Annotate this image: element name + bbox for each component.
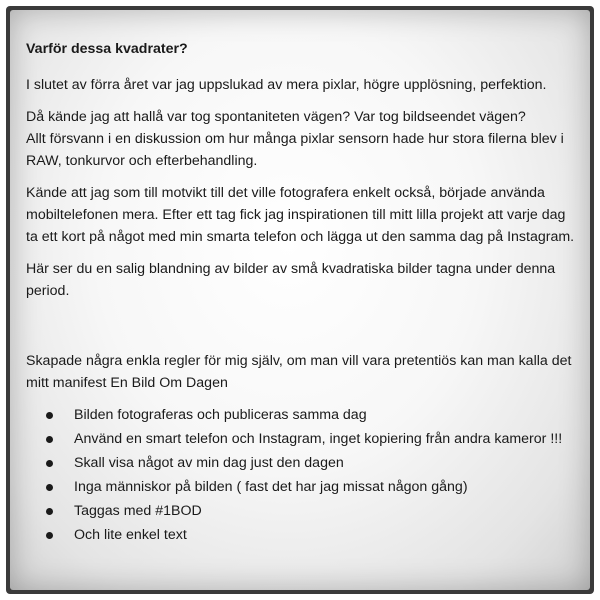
text-line: period. (26, 283, 70, 299)
text-line: Skapade några enkla regler för mig själv, om man vill vara pretentiös kan man kalla det (26, 353, 572, 369)
bullet-icon (46, 412, 53, 419)
paragraph-1 (26, 74, 582, 96)
list-item (26, 476, 582, 498)
list-item-text: Skall visa något av min dag just den dagen (74, 455, 344, 471)
spacer (26, 312, 582, 350)
manifest-intro (26, 350, 582, 394)
rules-list (26, 404, 582, 546)
list-item (26, 500, 582, 522)
text-line: Kände att jag som till motvikt till det ville fotografera enkelt också, började använda (26, 185, 545, 201)
list-item (26, 428, 582, 450)
text-line: mitt manifest En Bild Om Dagen (26, 375, 228, 391)
bullet-icon (46, 436, 53, 443)
list-item (26, 524, 582, 546)
bullet-icon (46, 508, 53, 515)
text-line: Allt försvann i en diskussion om hur många pixlar sensorn hade hur stora filerna blev i (26, 131, 564, 147)
list-item-text: Och lite enkel text (74, 527, 187, 543)
document-body (26, 38, 582, 548)
text-line: ta ett kort på något med min smarta telefon och lägga ut den samma dag på Instagram. (26, 229, 575, 245)
list-item (26, 404, 582, 426)
text-line: I slutet av förra året var jag uppslukad av mera pixlar, högre upplösning, perfektion. (26, 77, 547, 93)
list-item (26, 452, 582, 474)
list-item-text: Taggas med #1BOD (74, 503, 202, 519)
paragraph-4 (26, 258, 582, 302)
list-item-text: Inga människor på bilden ( fast det har jag missat någon gång) (74, 479, 468, 495)
bullet-icon (46, 484, 53, 491)
list-item-text: Använd en smart telefon och Instagram, inget kopiering från andra kameror !!! (74, 431, 563, 447)
text-line: Då kände jag att hallå var tog spontaniteten vägen? Var tog bildseendet vägen? (26, 109, 526, 125)
text-line: RAW, tonkurvor och efterbehandling. (26, 153, 258, 169)
text-line: mobiltelefonen mera. Efter ett tag fick jag inspirationen till mitt lilla projekt att varje dag (26, 207, 566, 223)
list-item-text: Bilden fotograferas och publiceras samma dag (74, 407, 367, 423)
bullet-icon (46, 532, 53, 539)
text-line: Här ser du en salig blandning av bilder av små kvadratiska bilder tagna under denna (26, 261, 556, 277)
bullet-icon (46, 460, 53, 467)
paragraph-2 (26, 106, 582, 172)
document-title: Varför dessa kvadrater? (26, 41, 188, 57)
paragraph-3 (26, 182, 582, 248)
